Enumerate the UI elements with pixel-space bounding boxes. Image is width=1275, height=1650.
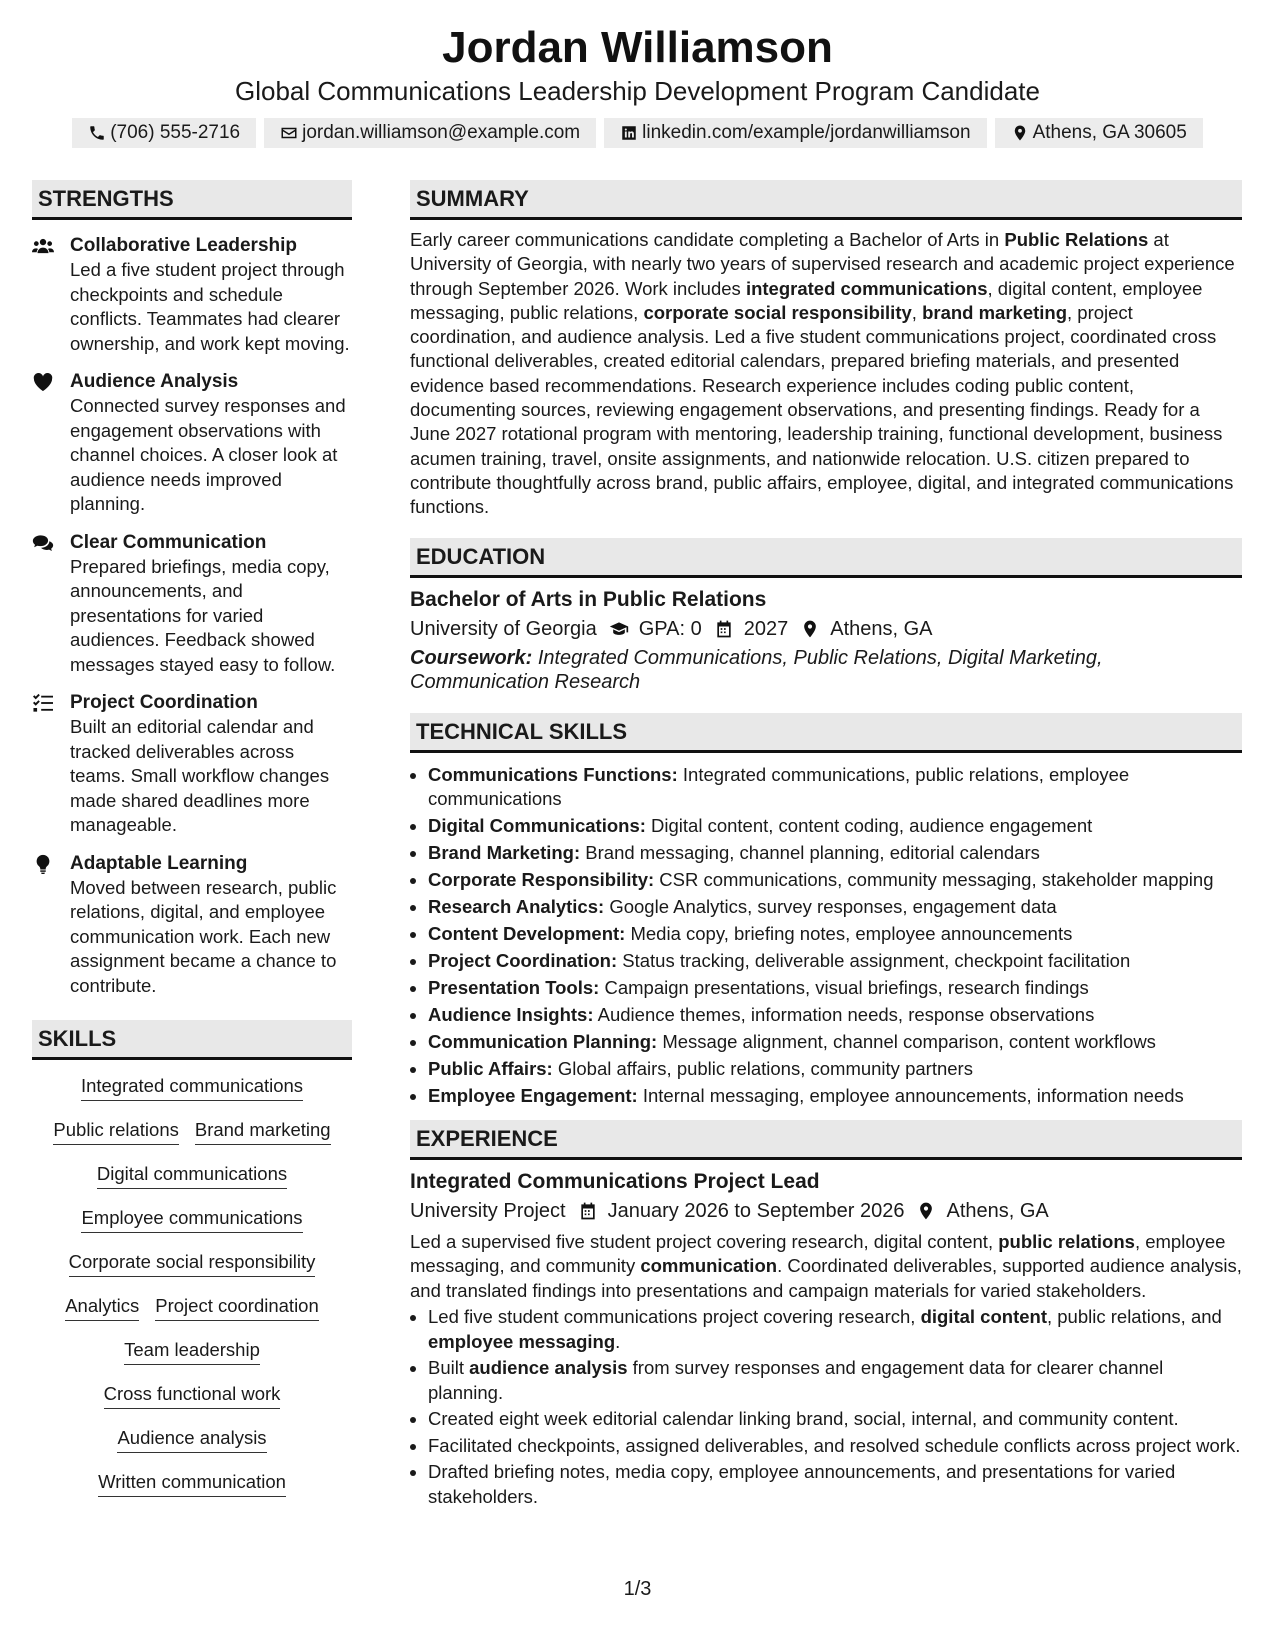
education-heading: EDUCATION [410,538,1242,578]
tech-label: Content Development: [428,922,626,944]
tech-text: Internal messaging, employee announcements, information needs [642,1084,1184,1106]
list-item [428,1084,1242,1108]
map-pin-icon [916,1201,936,1221]
contact-phone-text: (706) 555-2716 [110,122,241,143]
map-pin-icon [1011,124,1029,142]
contact-bar [0,118,1275,148]
linkedin-icon [620,124,638,142]
skill-tag: Digital communications [97,1162,287,1189]
contact-location [995,118,1203,148]
list-item [428,1003,1242,1027]
technical-skills-heading: TECHNICAL SKILLS [410,713,1242,753]
coursework-label: Coursework: [410,646,533,669]
coursework-list: Integrated Communications, Public Relations, Digital Marketing, Communication Research [410,646,1103,694]
strength-title: Collaborative Leadership [70,235,298,256]
list-item: • Facilitated checkpoints, assigned deliverables, and resolved schedule conflicts across project work. [428,1434,1242,1459]
tech-text: CSR communications, community messaging, stakeholder mapping [659,868,1214,890]
strength-item [32,531,352,678]
users-icon [32,236,54,256]
list-item [428,949,1242,973]
strength-title: Adaptable Learning [70,852,248,874]
strength-item [32,234,352,356]
tech-label: Digital Communications: [428,814,646,836]
list-item [428,763,1242,811]
strength-desc: Prepared briefings, media copy, announcements, and presentations for varied audiences. Feedback showed messages stayed easy to follow. [70,555,336,675]
lightbulb-icon [32,854,54,874]
tech-text: Campaign presentations, visual briefings, research findings [604,976,1089,998]
skill-tag: Corporate social responsibility [69,1250,316,1277]
contact-email[interactable] [264,118,596,148]
skill-tag: Written communication [98,1470,286,1497]
job-description: Led a supervised five student project covering research, digital content, public relations, employee messaging, and community communication. Coordinated deliverables, supported audience analysis, and translated findings into presentations and campaign materials for varied stakeholders. [410,1230,1242,1301]
skill-tag: Cross functional work [104,1382,281,1409]
envelope-icon [280,124,298,142]
strengths-heading: STRENGTHS [32,180,352,220]
tech-text: Status tracking, deliverable assignment, checkpoint facilitation [622,949,1131,971]
skill-tag: Brand marketing [195,1118,331,1145]
list-item [428,922,1242,946]
coursework [410,646,1242,695]
list-item: • Created eight week editorial calendar linking brand, social, internal, and community content. [428,1407,1242,1432]
skill-tag: Employee communications [81,1206,302,1233]
skill-tag: Audience analysis [117,1426,266,1453]
technical-skills-list [410,763,1242,1108]
tech-label: Presentation Tools: [428,976,600,998]
education-meta [410,614,1242,644]
skill-tag: Public relations [53,1118,178,1145]
tech-text: Integrated communications, public relations, employee communications [428,763,1130,809]
strength-desc: Led a five student project through checkpoints and schedule conflicts. Teammates had clearer ownership, and work kept moving. [70,259,350,354]
job-meta [410,1196,1242,1226]
left-column [32,180,352,1497]
graduation-cap-icon [609,619,629,639]
strength-desc: Built an editorial calendar and tracked deliverables across teams. Small workflow changes made shared deadlines more manageable. [70,716,330,835]
tech-text: Brand messaging, channel planning, editorial calendars [585,841,1040,863]
job-org: University Project [410,1199,566,1222]
tech-label: Audience Insights: [428,1003,594,1025]
skill-tag: Team leadership [124,1338,260,1365]
calendar-icon [578,1201,598,1221]
phone-icon [88,124,106,142]
skills-list [32,1074,352,1497]
tech-label: Communication Planning: [428,1030,658,1052]
strength-desc: Moved between research, public relations, digital, and employee communication work. Each new assignment became a chance to contribute. [70,876,337,996]
tech-label: Communications Functions: [428,763,678,785]
checklist-icon [32,693,54,713]
degree-title: Bachelor of Arts in Public Relations [410,587,767,611]
contact-linkedin-text[interactable]: linkedin.com/example/jordanwilliamson [642,122,971,143]
strength-title: Audience Analysis [70,371,239,392]
job-title: Integrated Communications Project Lead [410,1169,820,1193]
job-dates: January 2026 to September 2026 [607,1199,905,1222]
tech-label: Employee Engagement: [428,1084,638,1106]
gpa: GPA: 0 [638,617,702,640]
list-item [428,895,1242,919]
tech-text: Global affairs, public relations, community partners [557,1057,973,1079]
tech-label: Research Analytics: [428,895,605,917]
tech-text: Digital content, content coding, audience engagement [651,814,1093,836]
tech-label: Project Coordination: [428,949,618,971]
list-item [428,868,1242,892]
tech-label: Brand Marketing: [428,841,581,863]
strength-item [32,370,352,517]
summary-heading: SUMMARY [410,180,1242,220]
skill-tag: Integrated communications [81,1074,303,1101]
contact-phone [72,118,256,148]
tech-label: Corporate Responsibility: [428,868,655,890]
resume-header [0,22,1275,148]
strength-title: Clear Communication [70,531,267,553]
candidate-name: Jordan Williamson [442,23,833,72]
tech-label: Public Affairs: [428,1057,553,1079]
tech-text: Message alignment, channel comparison, content workflows [662,1030,1156,1052]
tech-text: Media copy, briefing notes, employee announcements [630,922,1073,944]
school-name: University of Georgia [410,617,597,640]
job-bullets [410,1305,1242,1509]
list-item: • Built audience analysis from survey responses and engagement data for clearer channel planning. [428,1356,1242,1405]
list-item [428,814,1242,838]
list-item: • Led five student communications project covering research, digital content, public relations, and employee messaging. [428,1305,1242,1354]
chat-bubbles-icon [32,533,54,553]
skill-tag: Analytics [65,1294,139,1321]
heart-icon [32,372,54,392]
contact-location-text: Athens, GA 30605 [1032,122,1187,143]
summary-text: Early career communications candidate completing a Bachelor of Arts in Public Relations at University of Georgia, with nearly two years of supervised research and academic project experience through September 2026. Work includes integrated communications, digital content, employee messaging, public relations, corporate social responsibility, brand marketing, project coordination, and audience analysis. Led a five student communications project, coordinated cross functional deliverables, created editorial calendars, prepared briefing materials, and presented evidence based recommendations. Research experience includes coding public content, documenting sources, reviewing engagement observations, and presenting findings. Ready for a June 2027 rotational program with mentoring, leadership training, functional development, business acumen training, travel, onsite assignments, and nationwide relocation. U.S. citizen prepared to contribute thoughtfully across brand, public affairs, employee, digital, and integrated communications functions. [410,229,1235,518]
strength-title: Project Coordination [70,692,258,713]
contact-linkedin[interactable] [604,118,986,148]
page-number: 1/3 [623,1578,652,1600]
list-item: • Drafted briefing notes, media copy, employee announcements, and presentations for varied stakeholders. [428,1460,1242,1509]
candidate-subtitle: Global Communications Leadership Development Program Candidate [235,76,1040,106]
graduation-year: 2027 [743,617,789,640]
skill-tag: Project coordination [155,1294,319,1321]
job-location: Athens, GA [946,1199,1049,1222]
experience-heading: EXPERIENCE [410,1120,1242,1160]
tech-text: Google Analytics, survey responses, engagement data [609,895,1057,917]
list-item [428,1057,1242,1081]
contact-email-text[interactable]: jordan.williamson@example.com [302,122,581,143]
skills-heading: SKILLS [32,1020,352,1060]
strength-item [32,691,352,838]
list-item [428,841,1242,865]
education-location: Athens, GA [830,617,933,640]
list-item [428,976,1242,1000]
right-column [410,180,1242,1511]
strength-desc: Connected survey responses and engagement observations with channel choices. A closer look at audience needs improved planning. [70,395,346,514]
calendar-icon [714,619,734,639]
tech-text: Audience themes, information needs, response observations [597,1003,1095,1025]
map-pin-icon [800,619,820,639]
list-item [428,1030,1242,1054]
strength-item [32,852,352,999]
